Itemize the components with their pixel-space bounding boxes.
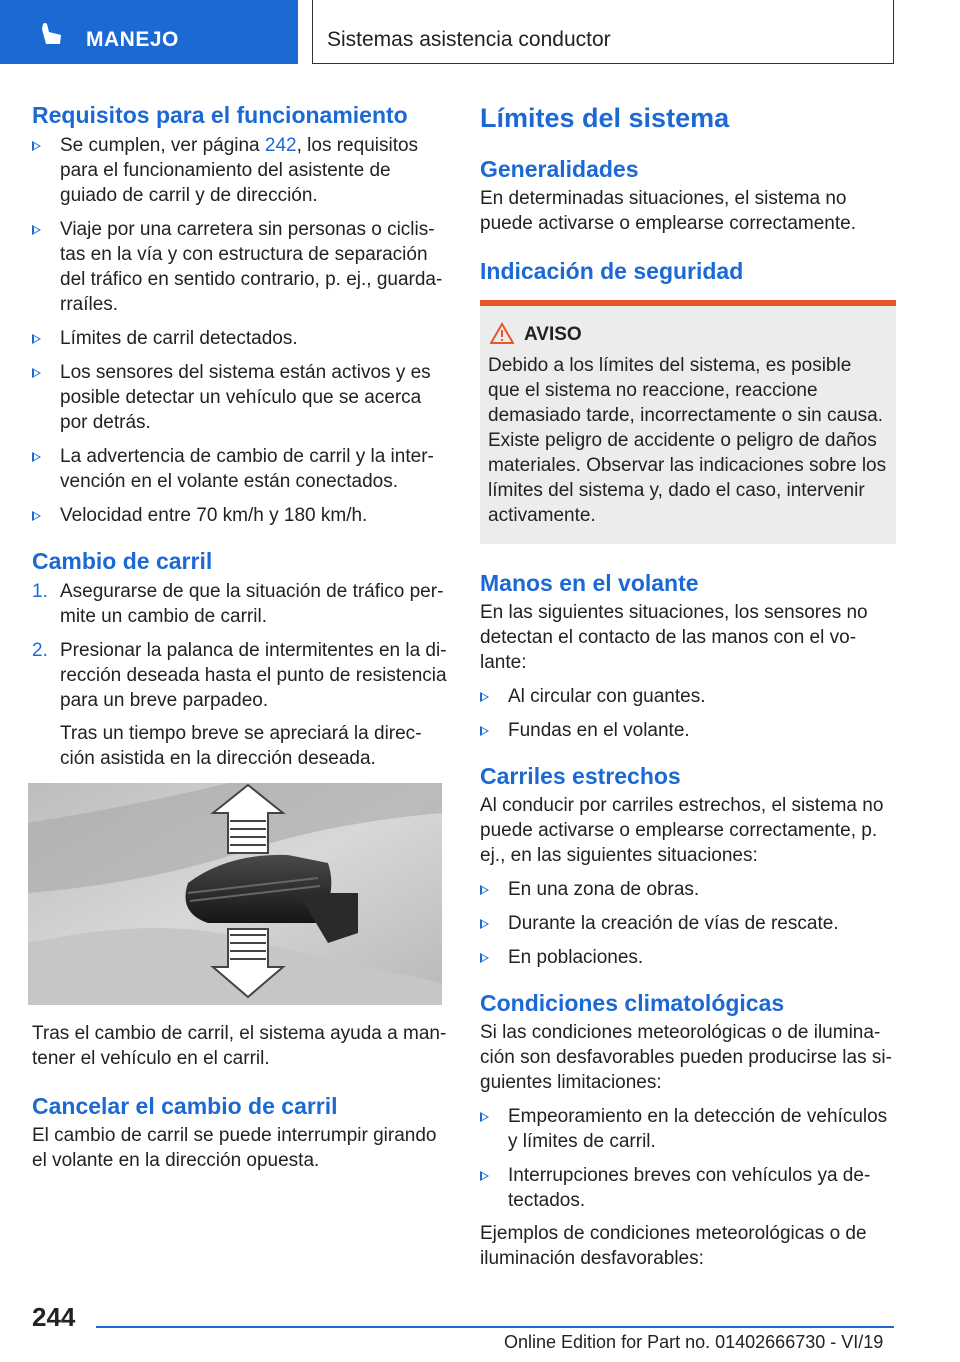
- after-image-text: Tras el cambio de carril, el sistema ayuda a mantener el vehículo en el carril.: [32, 1023, 447, 1069]
- right-column: [480, 100, 896, 1271]
- triangle-bullet-icon: [480, 885, 489, 895]
- list-item: Velocidad entre 70 km/h y 180 km/h.: [32, 503, 448, 528]
- climate-title: Condiciones climatológicas: [480, 990, 785, 1016]
- list-item: 2. Presionar la palanca de intermitentes en la dirección deseada hasta el punto de resistencia para un breve parpadeo.: [32, 640, 447, 711]
- lane-change-steps: [32, 579, 448, 713]
- warning-header: [488, 320, 888, 350]
- limits-title: Límites del sistema: [480, 103, 730, 133]
- list-item: Viaje por una carretera sin personas o ciclistas en la vía y con estructura de separación del tráfico en sentido contrario, p. ej., guardarraíles.: [32, 217, 448, 317]
- section-tab: [0, 0, 298, 64]
- list-item: Se cumplen, ver página 242, los requisitos para el funcionamiento del asistente de guiado de carril y de dirección.: [32, 133, 448, 208]
- narrow-lanes-list: [480, 877, 896, 970]
- triangle-bullet-icon: [32, 368, 41, 378]
- triangle-bullet-icon: [32, 511, 41, 521]
- triangle-bullet-icon: [480, 1112, 489, 1122]
- list-item: En una zona de obras.: [480, 877, 896, 902]
- chapter-label: Sistemas asistencia conductor: [327, 28, 611, 51]
- warning-triangle-icon: [490, 322, 514, 344]
- requirements-title: Requisitos para el funcionamiento: [32, 102, 408, 128]
- narrow-lanes-text: Al conducir por carriles estrechos, el sistema no puede activarse o emplearse correctamente, p. ej., en las siguientes situaciones:: [480, 795, 884, 866]
- triangle-bullet-icon: [480, 1171, 489, 1181]
- list-item: Límites de carril detectados.: [32, 326, 448, 351]
- pointing-hand-icon: [36, 20, 64, 48]
- cancel-text: El cambio de carril se puede interrumpir girando el volante en la dirección opuesta.: [32, 1125, 437, 1171]
- warning-box: [480, 300, 896, 544]
- list-item: Al circular con guantes.: [480, 684, 896, 709]
- general-text: En determinadas situaciones, el sistema no puede activarse o emplearse correctamente.: [480, 188, 856, 234]
- triangle-bullet-icon: [32, 334, 41, 344]
- safety-title: Indicación de seguridad: [480, 258, 744, 284]
- hands-text: En las siguientes situaciones, los sensores no detectan el contacto de las manos con el volante:: [480, 602, 868, 673]
- page-number: 244: [32, 1302, 76, 1332]
- triangle-bullet-icon: [480, 919, 489, 929]
- list-item: En poblaciones.: [480, 945, 896, 970]
- triangle-bullet-icon: [32, 225, 41, 235]
- triangle-bullet-icon: [32, 141, 41, 151]
- hands-title: Manos en el volante: [480, 570, 699, 596]
- list-item: Empeoramiento en la detección de vehículos y límites de carril.: [480, 1104, 896, 1154]
- climate-examples: Ejemplos de condiciones meteorológicas o de iluminación desfavorables:: [480, 1223, 867, 1269]
- footer-divider: [96, 1326, 894, 1328]
- list-item: Los sensores del sistema están activos y es posible detectar un vehículo que se acerca por detrás.: [32, 360, 448, 435]
- turn-signal-lever-image: [28, 783, 442, 1005]
- hands-list: [480, 684, 896, 743]
- requirements-list: [32, 133, 448, 528]
- list-item: Durante la creación de vías de rescate.: [480, 911, 896, 936]
- climate-text: Si las condiciones meteorológicas o de iluminación son desfavorables pueden producirse las siguientes limitaciones:: [480, 1022, 892, 1093]
- step-note: Tras un tiempo breve se apreciará la dirección asistida en la dirección deseada.: [60, 723, 422, 769]
- list-item: Fundas en el volante.: [480, 718, 896, 743]
- list-item: Interrupciones breves con vehículos ya detectados.: [480, 1163, 896, 1213]
- list-item: 1. Asegurarse de que la situación de tráfico permite un cambio de carril.: [32, 581, 444, 627]
- lane-change-title: Cambio de carril: [32, 548, 213, 574]
- left-column: [32, 100, 448, 1173]
- chapter-tab: [312, 0, 894, 64]
- edition-text: Online Edition for Part no. 01402666730 - VI/19: [504, 1332, 884, 1352]
- section-label: MANEJO: [86, 28, 179, 51]
- triangle-bullet-icon: [32, 452, 41, 462]
- triangle-bullet-icon: [480, 953, 489, 963]
- page-link[interactable]: 242: [264, 135, 297, 156]
- warning-label: AVISO: [524, 324, 582, 345]
- cancel-title: Cancelar el cambio de carril: [32, 1093, 338, 1119]
- list-item: La advertencia de cambio de carril y la intervención en el volante están conectados.: [32, 444, 448, 494]
- narrow-lanes-title: Carriles estrechos: [480, 763, 681, 789]
- triangle-bullet-icon: [480, 726, 489, 736]
- triangle-bullet-icon: [480, 692, 489, 702]
- warning-text: Debido a los límites del sistema, es posible que el sistema no reaccione, reaccione demasiado tarde, incorrectamente o sin causa. Existe peligro de accidente o peligro de daños materiales. Observar las indicaciones sobre los límites del sistema y, dado el caso, intervenir activamente.: [488, 355, 887, 526]
- climate-list: [480, 1104, 896, 1213]
- general-title: Generalidades: [480, 156, 639, 182]
